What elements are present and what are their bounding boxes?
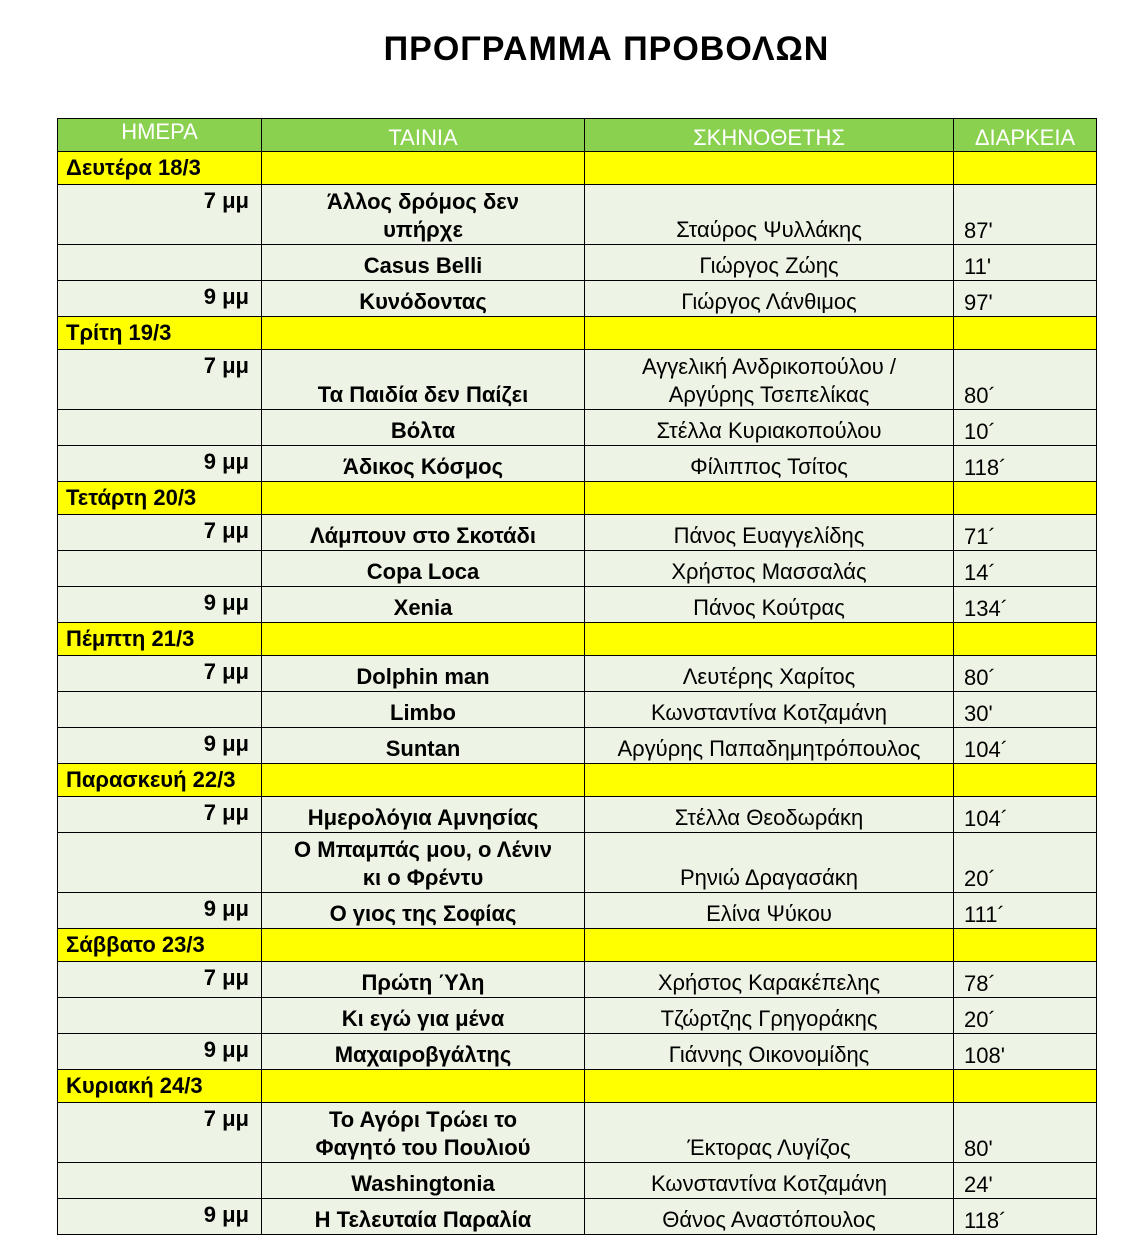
film-duration: 104´ bbox=[954, 797, 1097, 833]
director-name bbox=[585, 551, 954, 587]
director-name bbox=[585, 410, 954, 446]
screening-row bbox=[58, 797, 1097, 833]
text-line: Ο Μπαμπάς μου, ο Λένιν bbox=[294, 837, 552, 862]
screening-row bbox=[58, 350, 1097, 410]
film-duration: 87' bbox=[954, 185, 1097, 245]
screening-row bbox=[58, 998, 1097, 1034]
screening-time: 7 μμ bbox=[58, 656, 262, 692]
day-label: Παρασκευή 22/3 bbox=[58, 764, 262, 797]
screening-time: 7 μμ bbox=[58, 185, 262, 245]
director-name bbox=[585, 962, 954, 998]
film-duration: 11' bbox=[954, 245, 1097, 281]
screening-row bbox=[58, 185, 1097, 245]
film-title bbox=[262, 962, 585, 998]
film-title bbox=[262, 587, 585, 623]
screening-time bbox=[58, 1163, 262, 1199]
day-row-empty-cell bbox=[585, 482, 954, 515]
header-duration: ΔΙΑΡΚΕΙΑ bbox=[954, 119, 1097, 152]
screening-time: 9 μμ bbox=[58, 893, 262, 929]
header-day: ΗΜΕΡΑ bbox=[58, 119, 262, 152]
film-title bbox=[262, 245, 585, 281]
day-label: Τρίτη 19/3 bbox=[58, 317, 262, 350]
screening-row bbox=[58, 1103, 1097, 1163]
header-film: ΤΑΙΝΙΑ bbox=[262, 119, 585, 152]
screening-time bbox=[58, 245, 262, 281]
screening-row bbox=[58, 833, 1097, 893]
text-line: Άδικος Κόσμος bbox=[342, 454, 504, 479]
text-line: Ρηνιώ Δραγασάκη bbox=[679, 865, 859, 890]
screening-time: 7 μμ bbox=[58, 797, 262, 833]
film-title bbox=[262, 446, 585, 482]
film-title bbox=[262, 692, 585, 728]
text-line: Πάνος Ευαγγελίδης bbox=[673, 523, 865, 548]
screening-time: 7 μμ bbox=[58, 515, 262, 551]
film-title bbox=[262, 998, 585, 1034]
film-title bbox=[262, 797, 585, 833]
director-name bbox=[585, 1163, 954, 1199]
director-name bbox=[585, 797, 954, 833]
text-line: Limbo bbox=[390, 700, 456, 725]
day-row-empty-cell bbox=[585, 317, 954, 350]
text-line: Suntan bbox=[385, 736, 461, 761]
film-title bbox=[262, 1199, 585, 1235]
film-duration: 134´ bbox=[954, 587, 1097, 623]
film-duration: 97' bbox=[954, 281, 1097, 317]
director-name bbox=[585, 515, 954, 551]
text-line: Ο γιος της Σοφίας bbox=[329, 901, 517, 926]
text-line: Casus Belli bbox=[363, 253, 483, 278]
schedule-table bbox=[57, 118, 1097, 1235]
film-title bbox=[262, 1163, 585, 1199]
text-line: Γιώργος Λάνθιμος bbox=[681, 289, 857, 314]
text-line: Washingtonia bbox=[351, 1171, 495, 1196]
text-line: Λευτέρης Χαρίτος bbox=[682, 664, 856, 689]
director-name bbox=[585, 587, 954, 623]
day-row-empty-cell bbox=[585, 929, 954, 962]
text-line: Έκτορας Λυγίζος bbox=[687, 1135, 851, 1160]
page-title: ΠΡΟΓΡΑΜΜΑ ΠΡΟΒΟΛΩΝ bbox=[383, 30, 830, 68]
director-name bbox=[585, 692, 954, 728]
film-duration: 104´ bbox=[954, 728, 1097, 764]
text-line: Η Τελευταία Παραλία bbox=[314, 1207, 532, 1232]
day-row-empty-cell bbox=[954, 1070, 1097, 1103]
director-name bbox=[585, 728, 954, 764]
director-name bbox=[585, 833, 954, 893]
director-name bbox=[585, 1199, 954, 1235]
screening-time: 9 μμ bbox=[58, 1199, 262, 1235]
film-title bbox=[262, 1103, 585, 1163]
screening-row bbox=[58, 1034, 1097, 1070]
film-title bbox=[262, 515, 585, 551]
film-title bbox=[262, 350, 585, 410]
day-row-empty-cell bbox=[585, 1070, 954, 1103]
director-name bbox=[585, 656, 954, 692]
text-line: Γιώργος Ζώης bbox=[699, 253, 839, 278]
day-row-empty-cell bbox=[954, 764, 1097, 797]
day-label: Δευτέρα 18/3 bbox=[58, 152, 262, 185]
screening-time: 9 μμ bbox=[58, 587, 262, 623]
day-row-empty-cell bbox=[585, 152, 954, 185]
film-title bbox=[262, 281, 585, 317]
screening-row bbox=[58, 1199, 1097, 1235]
director-name bbox=[585, 281, 954, 317]
film-duration: 30' bbox=[954, 692, 1097, 728]
director-name bbox=[585, 1034, 954, 1070]
film-duration: 111´ bbox=[954, 893, 1097, 929]
text-line: Βόλτα bbox=[390, 418, 456, 443]
text-line: Θάνος Αναστόπουλος bbox=[662, 1207, 876, 1232]
text-line: κι ο Φρέντυ bbox=[362, 865, 484, 890]
director-name bbox=[585, 350, 954, 410]
day-label: Σάββατο 23/3 bbox=[58, 929, 262, 962]
screening-time bbox=[58, 833, 262, 893]
day-row-empty-cell bbox=[262, 764, 585, 797]
film-title bbox=[262, 893, 585, 929]
screening-row bbox=[58, 515, 1097, 551]
day-row-empty-cell bbox=[262, 1070, 585, 1103]
text-line: Χρήστος Μασσαλάς bbox=[671, 559, 867, 584]
text-line: Copa Loca bbox=[366, 559, 480, 584]
film-title bbox=[262, 185, 585, 245]
screening-time: 9 μμ bbox=[58, 446, 262, 482]
screening-row bbox=[58, 446, 1097, 482]
screening-row bbox=[58, 245, 1097, 281]
day-row bbox=[58, 1070, 1097, 1103]
day-row-empty-cell bbox=[954, 152, 1097, 185]
text-line: Το Αγόρι Τρώει το bbox=[328, 1107, 518, 1132]
text-line: Κυνόδοντας bbox=[359, 289, 487, 314]
day-row bbox=[58, 929, 1097, 962]
film-duration: 108' bbox=[954, 1034, 1097, 1070]
film-duration: 10´ bbox=[954, 410, 1097, 446]
text-line: Πάνος Κούτρας bbox=[693, 595, 845, 620]
director-name bbox=[585, 998, 954, 1034]
text-line: Λάμπουν στο Σκοτάδι bbox=[309, 523, 537, 548]
text-line: Xenia bbox=[393, 595, 453, 620]
day-row-empty-cell bbox=[262, 929, 585, 962]
film-duration: 78´ bbox=[954, 962, 1097, 998]
screening-row bbox=[58, 656, 1097, 692]
day-row bbox=[58, 152, 1097, 185]
screening-time: 9 μμ bbox=[58, 281, 262, 317]
text-line: Στέλλα Κυριακοπούλου bbox=[656, 418, 882, 443]
schedule-body bbox=[58, 119, 1097, 1235]
day-row bbox=[58, 482, 1097, 515]
film-duration: 14´ bbox=[954, 551, 1097, 587]
screening-time bbox=[58, 692, 262, 728]
day-label: Πέμπτη 21/3 bbox=[58, 623, 262, 656]
text-line: Αγγελική Ανδρικοπούλου / bbox=[642, 354, 896, 379]
screening-row bbox=[58, 962, 1097, 998]
director-name bbox=[585, 1103, 954, 1163]
screening-time bbox=[58, 551, 262, 587]
film-title bbox=[262, 833, 585, 893]
screening-row bbox=[58, 551, 1097, 587]
day-row bbox=[58, 764, 1097, 797]
text-line: Σταύρος Ψυλλάκης bbox=[676, 217, 862, 242]
text-line: Χρήστος Καρακέπελης bbox=[657, 970, 881, 995]
screening-time: 7 μμ bbox=[58, 962, 262, 998]
day-label: Κυριακή 24/3 bbox=[58, 1070, 262, 1103]
day-row-empty-cell bbox=[954, 623, 1097, 656]
day-row-empty-cell bbox=[954, 317, 1097, 350]
film-duration: 24' bbox=[954, 1163, 1097, 1199]
text-line: Κι εγώ για μένα bbox=[341, 1006, 505, 1031]
film-duration: 71´ bbox=[954, 515, 1097, 551]
screening-time: 7 μμ bbox=[58, 1103, 262, 1163]
text-line: Τζώρτζης Γρηγοράκης bbox=[660, 1006, 878, 1031]
screening-time: 9 μμ bbox=[58, 1034, 262, 1070]
screening-row bbox=[58, 728, 1097, 764]
film-title bbox=[262, 728, 585, 764]
film-duration: 118´ bbox=[954, 446, 1097, 482]
day-row bbox=[58, 317, 1097, 350]
day-row-empty-cell bbox=[585, 623, 954, 656]
text-line: Φίλιππος Τσίτος bbox=[690, 454, 848, 479]
text-line: Τα Παιδία δεν Παίζει bbox=[317, 382, 529, 407]
film-title bbox=[262, 410, 585, 446]
screening-time bbox=[58, 998, 262, 1034]
day-row-empty-cell bbox=[262, 482, 585, 515]
day-row-empty-cell bbox=[585, 764, 954, 797]
film-duration: 80' bbox=[954, 1103, 1097, 1163]
text-line: Ημερολόγια Αμνησίας bbox=[307, 805, 539, 830]
text-line: Αργύρης Παπαδημητρόπουλος bbox=[617, 736, 921, 761]
day-row-empty-cell bbox=[262, 623, 585, 656]
day-row bbox=[58, 623, 1097, 656]
day-row-empty-cell bbox=[262, 317, 585, 350]
film-title bbox=[262, 1034, 585, 1070]
text-line: Αργύρης Τσεπελίκας bbox=[668, 382, 870, 407]
screening-row bbox=[58, 1163, 1097, 1199]
screening-time bbox=[58, 410, 262, 446]
film-duration: 20´ bbox=[954, 998, 1097, 1034]
header-director: ΣΚΗΝΟΘΕΤΗΣ bbox=[585, 119, 954, 152]
screening-row bbox=[58, 410, 1097, 446]
screening-row bbox=[58, 893, 1097, 929]
film-duration: 118´ bbox=[954, 1199, 1097, 1235]
screening-row bbox=[58, 692, 1097, 728]
text-line: Μαχαιροβγάλτης bbox=[334, 1042, 512, 1067]
text-line: Πρώτη Ύλη bbox=[361, 970, 485, 995]
film-duration: 20´ bbox=[954, 833, 1097, 893]
director-name bbox=[585, 245, 954, 281]
day-row-empty-cell bbox=[954, 482, 1097, 515]
director-name bbox=[585, 185, 954, 245]
header-row bbox=[58, 119, 1097, 152]
text-line: Στέλλα Θεοδωράκη bbox=[674, 805, 864, 830]
film-duration: 80´ bbox=[954, 350, 1097, 410]
day-label: Τετάρτη 20/3 bbox=[58, 482, 262, 515]
director-name bbox=[585, 893, 954, 929]
text-line: Κωνσταντίνα Κοτζαμάνη bbox=[651, 1171, 887, 1196]
day-row-empty-cell bbox=[954, 929, 1097, 962]
screening-time: 9 μμ bbox=[58, 728, 262, 764]
text-line: Γιάννης Οικονομίδης bbox=[668, 1042, 870, 1067]
text-line: υπήρχε bbox=[383, 217, 463, 242]
screening-row bbox=[58, 587, 1097, 623]
day-row-empty-cell bbox=[262, 152, 585, 185]
text-line: Κωνσταντίνα Κοτζαμάνη bbox=[651, 700, 887, 725]
text-line: Dolphin man bbox=[356, 664, 490, 689]
text-line: Άλλος δρόμος δεν bbox=[327, 189, 519, 214]
director-name bbox=[585, 446, 954, 482]
text-line: Ελίνα Ψύκου bbox=[706, 901, 832, 926]
screening-time: 7 μμ bbox=[58, 350, 262, 410]
film-duration: 80´ bbox=[954, 656, 1097, 692]
film-title bbox=[262, 551, 585, 587]
screening-row bbox=[58, 281, 1097, 317]
film-title bbox=[262, 656, 585, 692]
text-line: Φαγητό του Πουλιού bbox=[315, 1135, 531, 1160]
